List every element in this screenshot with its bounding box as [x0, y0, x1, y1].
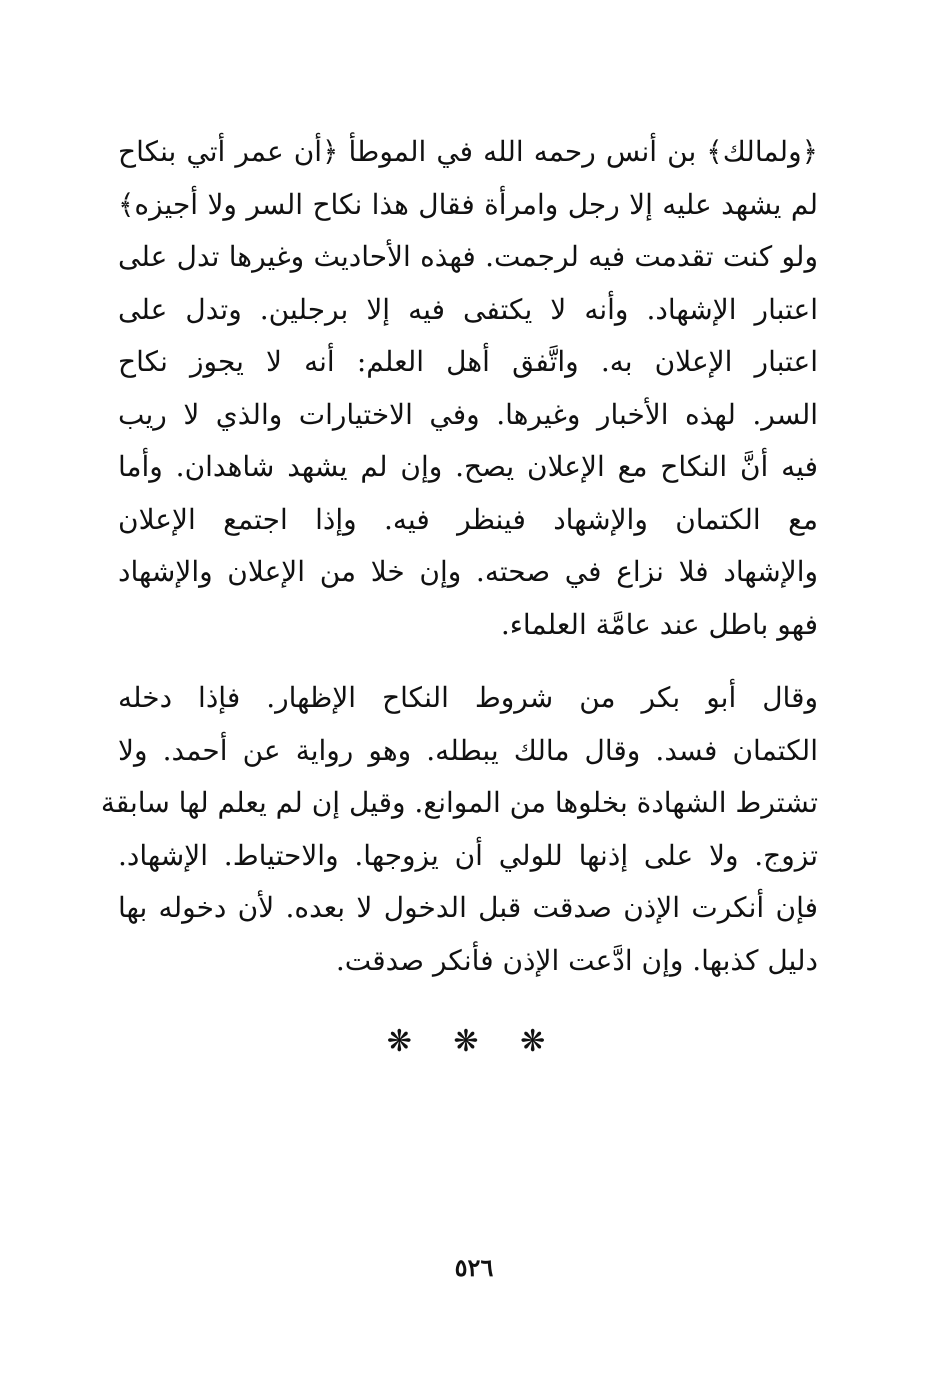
section-separator: ❋ ❋ ❋ — [386, 1024, 562, 1059]
text-line: فيه أنَّ النكاح مع الإعلان يصح. وإن لم يشهد شاهدان. وأما — [118, 450, 818, 483]
text-line: اعتبار الإشهاد. وأنه لا يكتفى فيه إلا برجلين. وتدل على — [118, 292, 818, 326]
text-line: اعتبار الإعلان به. واتَّفق أهل العلم: أنه لا يجوز نكاح — [118, 345, 818, 378]
text-line: وقال أبو بكر من شروط النكاح الإظهار. فإذا دخله — [118, 681, 818, 714]
page-number: ٥٢٦ — [454, 1253, 494, 1282]
paragraph-2 — [100, 672, 818, 987]
text-line: ولو كنت تقدمت فيه لرجمت. فهذه الأحاديث وغيرها تدل على — [118, 240, 818, 273]
paragraph-1 — [118, 126, 818, 651]
text-line: ﴿ولمالك﴾ بن أنس رحمه الله في الموطأ ﴿أن عمر أتي بنكاح — [118, 135, 818, 168]
text-line: تشترط الشهادة بخلوها من الموانع. وقيل إن لم يعلم لها سابقة — [100, 786, 818, 819]
text-line: فهو باطل عند عامَّة العلماء. — [500, 607, 818, 641]
text-line: دليل كذبها. وإن ادَّعت الإذن فأنكر صدقت. — [335, 943, 818, 977]
text-line: مع الكتمان والإشهاد فينظر فيه. وإذا اجتمع الإعلان — [118, 502, 818, 536]
text-line: فإن أنكرت الإذن صدقت قبل الدخول لا بعده. لأن دخوله بها — [118, 891, 818, 924]
text-line: والإشهاد فلا نزاع في صحته. وإن خلا من الإعلان والإشهاد — [118, 555, 819, 588]
text-line: الكتمان فسد. وقال مالك يبطله. وهو رواية عن أحمد. ولا — [118, 733, 818, 767]
text-line: لم يشهد عليه إلا رجل وامرأة فقال هذا نكاح السر ولا أجيزه﴾ — [118, 187, 818, 221]
text-line: تزوج. ولا على إذنها للولي أن يزوجها. والاحتياط. الإشهاد. — [118, 838, 818, 872]
text-line: السر. لهذه الأخبار وغيرها. وفي الاختيارات والذي لا ريب — [118, 397, 818, 431]
